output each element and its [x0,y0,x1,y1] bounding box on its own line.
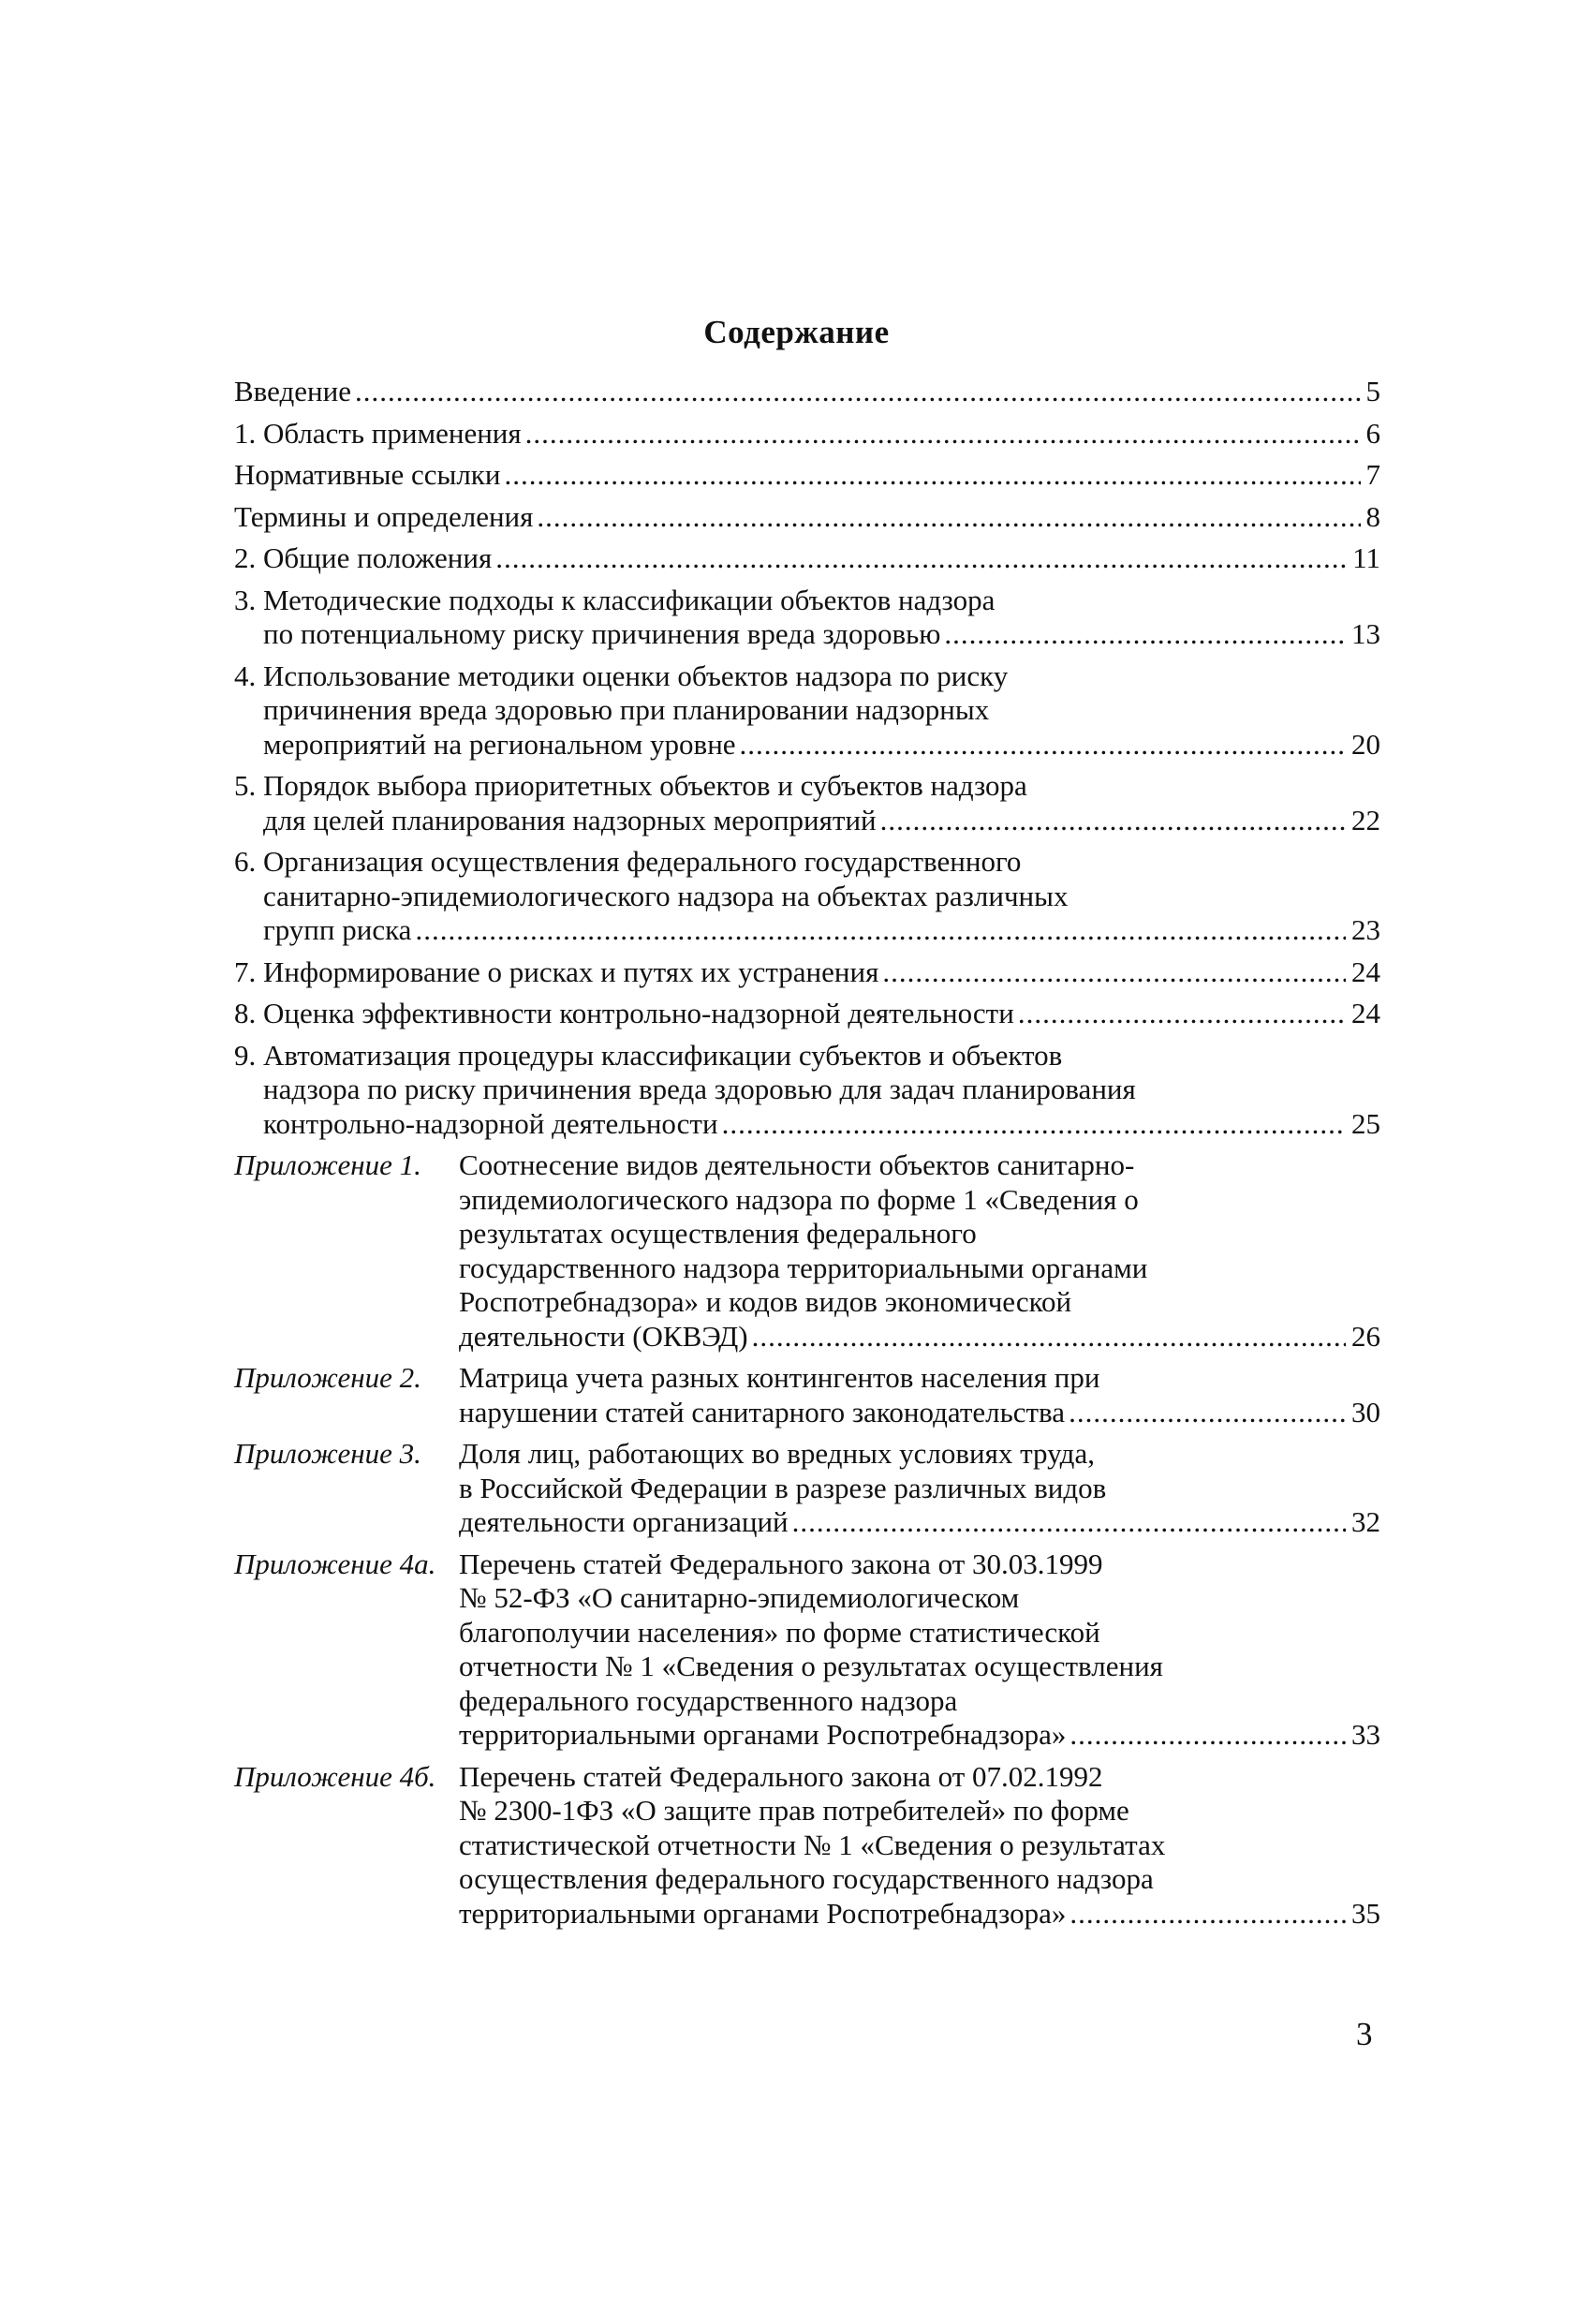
entry-page-number: 11 [1352,541,1380,574]
entry-text-line: Организация осуществления федерального государственного [263,845,1022,878]
dot-leader [792,1505,1346,1540]
toc-entry[interactable] [234,541,1380,576]
entry-text-line: осуществления федерального государственного надзора [459,1862,1154,1895]
entry-text-line: деятельности организаций [459,1505,789,1538]
dot-leader [415,913,1346,948]
toc-entry[interactable] [234,955,1380,990]
dot-leader [355,375,1361,409]
appendix-label: Приложение 3. [234,1437,421,1470]
entry-text-line: Порядок выбора приоритетных объектов и субъектов надзора [263,769,1027,802]
entry-text-line: Методические подходы к классификации объектов надзора [263,583,996,616]
entry-text-line: Область применения [263,416,522,450]
dot-leader [1069,1396,1346,1430]
entry-page-number: 32 [1351,1505,1380,1538]
toc-appendix-entry[interactable] [234,1361,1380,1429]
entry-text-line: Перечень статей Федерального закона от 07.02.1992 [459,1759,1103,1793]
entry-text-line: Соотнесение видов деятельности объектов санитарно- [459,1148,1135,1181]
entry-text-line: групп риска [263,913,412,946]
page-number: 3 [1356,2016,1373,2052]
dot-leader [752,1320,1346,1354]
entry-text-line: Роспотребнадзора» и кодов видов экономической [459,1285,1072,1318]
entry-page-number: 20 [1351,727,1380,761]
entry-page-number: 6 [1365,416,1380,450]
toc-appendix-entry[interactable] [234,1547,1380,1753]
entry-last-line [234,458,1380,493]
dot-leader [882,955,1346,990]
entry-last-line [263,417,1380,451]
entry-text-line: деятельности (ОКВЭД) [459,1319,748,1353]
entry-page-number: 30 [1351,1395,1380,1428]
toc-entry[interactable] [234,845,1380,948]
entry-text-line: территориальными органами Роспотребнадзора» [459,1896,1067,1930]
toc-entry[interactable] [234,417,1380,451]
entry-text-line: результатах осуществления федерального [459,1217,977,1250]
entry-body [459,1361,1380,1429]
dot-leader [504,458,1360,493]
dot-leader [1018,997,1346,1031]
entry-text-line: благополучии населения» по форме статистической [459,1615,1100,1649]
dot-leader [740,728,1346,762]
entry-body [263,769,1380,837]
entry-text-line: нарушении статей санитарного законодательства [459,1395,1066,1428]
dot-leader [1069,1897,1346,1932]
dot-leader [1069,1718,1346,1753]
entry-text-line: федерального государственного надзора [459,1683,958,1717]
dot-leader [537,500,1360,535]
entry-text-line: Общие положения [263,541,493,574]
entry-last-line [234,375,1380,409]
entry-number: 1. [234,416,263,450]
dot-leader [495,541,1347,576]
toc-title: Содержание [703,314,890,350]
entry-number: 5. [234,769,263,802]
entry-body [459,1547,1380,1753]
entry-body [263,997,1380,1031]
entry-last-line [459,1505,1380,1540]
entry-body [459,1760,1380,1932]
table-of-contents [234,375,1380,1938]
entry-page-number: 5 [1365,375,1380,407]
entry-body [263,845,1380,948]
toc-entry[interactable] [234,458,1380,493]
entry-number: 4. [234,659,263,692]
toc-entry[interactable] [234,500,1380,535]
entry-last-line [263,955,1380,990]
entry-text-line: санитарно-эпидемиологического надзора на объектах различных [263,879,1069,912]
toc-appendix-entry[interactable] [234,1437,1380,1540]
entry-text-line: надзора по риску причинения вреда здоровью для задач планирования [263,1073,1136,1105]
entry-page-number: 23 [1351,913,1380,946]
entry-last-line [459,1320,1380,1354]
dot-leader [525,417,1361,451]
dot-leader [944,617,1346,652]
entry-body [263,659,1380,762]
entry-body [234,500,1380,535]
entry-last-line [459,1718,1380,1753]
entry-last-line [263,728,1380,762]
entry-last-line [263,1107,1380,1142]
entry-number: 9. [234,1038,263,1072]
entry-body [263,541,1380,576]
entry-body [263,417,1380,451]
entry-page-number: 33 [1351,1718,1380,1751]
entry-number: 7. [234,955,263,988]
toc-entry[interactable] [234,997,1380,1031]
dot-leader [880,804,1346,838]
entry-text-line: Нормативные ссылки [234,458,501,491]
entry-body [263,1039,1380,1142]
entry-text-line: эпидемиологического надзора по форме 1 «Сведения о [459,1182,1139,1216]
appendix-label: Приложение 1. [234,1148,421,1181]
toc-entry[interactable] [234,375,1380,409]
entry-text-line: Информирование о рисках и путях их устранения [263,955,879,988]
entry-page-number: 35 [1351,1896,1380,1930]
entry-text-line: контрольно-надзорной деятельности [263,1106,718,1140]
entry-last-line [459,1396,1380,1430]
entry-text-line: Автоматизация процедуры классификации субъектов и объектов [263,1038,1063,1072]
entry-text-line: в Российской Федерации в разрезе различных видов [459,1471,1107,1504]
entry-last-line [263,804,1380,838]
toc-appendix-entry[interactable] [234,1148,1380,1354]
entry-last-line [263,541,1380,576]
entry-text-line: Использование методики оценки объектов надзора по риску [263,659,1009,692]
toc-entry[interactable] [234,1039,1380,1142]
entry-text-line: мероприятий на региональном уровне [263,727,736,761]
entry-text-line: статистической отчетности № 1 «Сведения о результатах [459,1828,1166,1861]
toc-entry[interactable] [234,769,1380,837]
entry-page-number: 26 [1351,1319,1380,1353]
entry-text-line: государственного надзора территориальными органами [459,1251,1148,1284]
entry-text-line: Матрица учета разных контингентов населения при [459,1361,1100,1394]
entry-text-line: отчетности № 1 «Сведения о результатах осуществления [459,1650,1163,1682]
appendix-label: Приложение 2. [234,1361,421,1394]
entry-last-line [234,500,1380,535]
entry-text-line: причинения вреда здоровью при планировании надзорных [263,693,990,726]
entry-text-line: № 2300-1ФЗ «О защите прав потребителей» по форме [459,1794,1129,1827]
entry-text-line: Перечень статей Федерального закона от 30.03.1999 [459,1547,1103,1580]
entry-page-number: 22 [1351,803,1380,836]
entry-text-line: территориальными органами Роспотребнадзора» [459,1718,1067,1751]
entry-body [459,1148,1380,1354]
appendix-label: Приложение 4а. [234,1547,436,1580]
entry-last-line [263,997,1380,1031]
toc-entry[interactable] [234,659,1380,762]
entry-page-number: 7 [1365,458,1380,491]
entry-page-number: 13 [1351,617,1380,650]
entry-body [234,375,1380,409]
entry-text-line: Оценка эффективности контрольно-надзорной деятельности [263,997,1014,1029]
entry-last-line [459,1897,1380,1932]
entry-body [459,1437,1380,1540]
entry-body [263,584,1380,652]
entry-text-line: для целей планирования надзорных мероприятий [263,803,877,836]
entry-number: 8. [234,997,263,1029]
entry-text-line: по потенциальному риску причинения вреда здоровью [263,617,941,650]
entry-last-line [263,617,1380,652]
entry-page-number: 25 [1351,1106,1380,1140]
entry-number: 3. [234,583,263,616]
entry-text-line: Введение [234,375,351,407]
entry-number: 6. [234,845,263,878]
entry-text-line: Термины и определения [234,499,534,533]
entry-body [234,458,1380,493]
dot-leader [722,1107,1346,1142]
entry-page-number: 24 [1351,997,1380,1029]
entry-last-line [263,913,1380,948]
entry-page-number: 8 [1365,499,1380,533]
appendix-label: Приложение 4б. [234,1759,436,1793]
toc-entry[interactable] [234,584,1380,652]
entry-body [263,955,1380,990]
entry-number: 2. [234,541,263,574]
entry-page-number: 24 [1351,955,1380,988]
entry-text-line: Доля лиц, работающих во вредных условиях труда, [459,1437,1095,1470]
toc-appendix-entry[interactable] [234,1760,1380,1932]
entry-text-line: № 52-ФЗ «О санитарно-эпидемиологическом [459,1581,1020,1614]
